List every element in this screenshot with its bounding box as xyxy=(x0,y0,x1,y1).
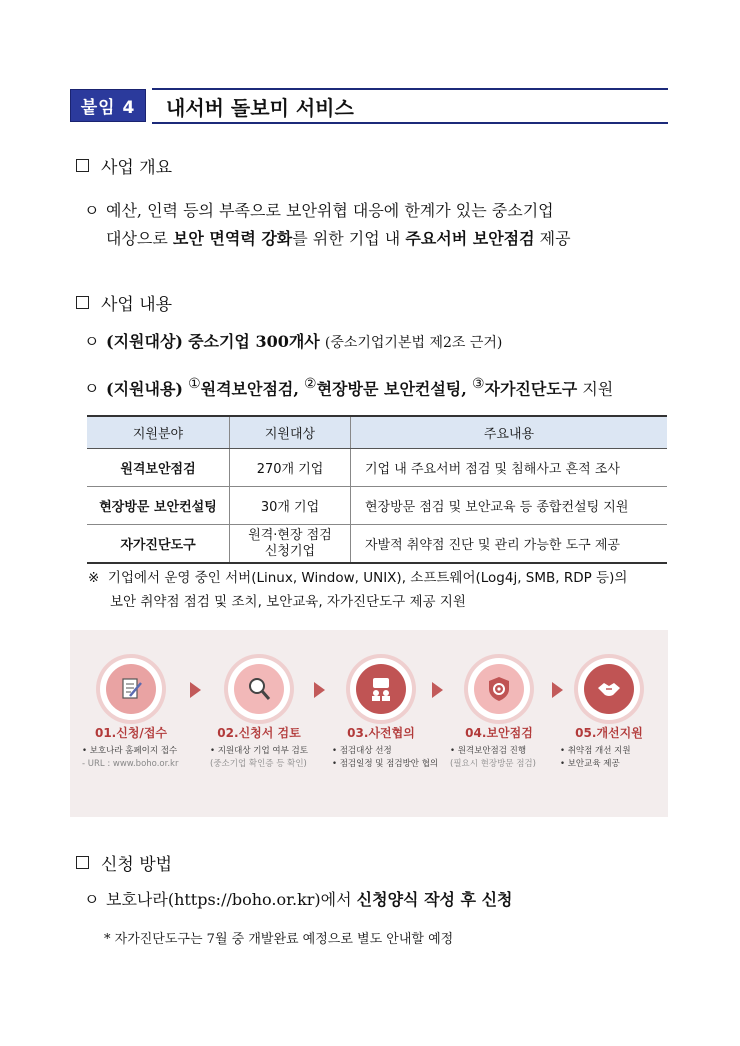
overview-emphasis2: 주요서버 보안점검 xyxy=(405,229,535,248)
step-title: 보안점검 xyxy=(486,726,533,740)
apply-bullet xyxy=(84,886,513,914)
overview-line2-mid: 를 위한 기업 내 xyxy=(292,229,406,248)
section-title: 사업 내용 xyxy=(101,295,173,315)
target-bullet xyxy=(84,328,502,357)
step-number: 04. xyxy=(465,726,487,740)
circle-bullet-icon: ㅇ xyxy=(84,332,100,351)
step-number: 02. xyxy=(217,726,239,740)
step-circle xyxy=(228,658,290,720)
cell-field: 현장방문 보안컨설팅 xyxy=(87,487,230,525)
step-desc2: (중소기업 확인증 등 확인) xyxy=(210,759,307,769)
content-item2: 현장방문 보안컨설팅, xyxy=(316,379,467,399)
section-apply-heading xyxy=(76,850,172,875)
overview-line1: 예산, 인력 등의 부족으로 보안위협 대응에 한계가 있는 중소기업 xyxy=(106,201,554,220)
step-title: 개선지원 xyxy=(596,726,643,740)
header-rule-bottom xyxy=(152,122,668,124)
cell-field: 원격보안점검 xyxy=(87,449,230,487)
note-line1: 기업에서 운영 중인 서버(Linux, Window, UNIX), 소프트웨어(Log4j, SMB, RDP 등)의 xyxy=(107,570,628,586)
table-note xyxy=(88,566,627,614)
section-overview-heading xyxy=(76,153,172,178)
step-number: 01. xyxy=(94,726,117,740)
cell-target: 270개 기업 xyxy=(230,449,351,487)
shield-gear-icon xyxy=(474,664,524,714)
overview-line2-post: 제공 xyxy=(534,229,571,248)
col-header-field: 지원분야 xyxy=(87,416,230,449)
target-note: (중소기업기본법 제2조 근거) xyxy=(324,335,503,351)
step-desc1: • 원격보안점검 진행 xyxy=(450,746,527,756)
step-circle xyxy=(468,658,530,720)
item2-mark: ② xyxy=(304,376,317,392)
overview-bullet xyxy=(84,197,571,253)
apply-emphasis: 신청양식 작성 후 신청 xyxy=(356,890,513,909)
step-desc1: • 점검대상 선정 xyxy=(332,746,392,756)
col-header-content: 주요내용 xyxy=(351,416,668,449)
step-desc2: - URL : www.boho.or.kr xyxy=(82,759,179,769)
cell-target: 30개 기업 xyxy=(230,487,351,525)
content-item1: 원격보안점검, xyxy=(200,379,299,399)
circle-bullet-icon: ㅇ xyxy=(84,201,100,220)
cell-content: 자발적 취약점 진단 및 관리 가능한 도구 제공 xyxy=(351,525,668,564)
overview-emphasis1: 보안 면역력 강화 xyxy=(172,229,293,248)
section-title: 사업 개요 xyxy=(101,158,173,178)
section-title: 신청 방법 xyxy=(101,855,173,875)
step-title: 신청서 검토 xyxy=(238,726,301,740)
item3-mark: ③ xyxy=(471,376,485,392)
section-content-heading xyxy=(76,290,172,315)
cell-field: 자가진단도구 xyxy=(87,525,230,564)
content-bullet xyxy=(84,370,613,403)
circle-bullet-icon: ㅇ xyxy=(84,379,100,399)
appendix-badge: 붙임 4 xyxy=(70,89,146,122)
checkbox-square-icon xyxy=(76,159,89,172)
content-item3: 자가진단도구 xyxy=(484,379,578,399)
handshake-icon xyxy=(584,664,634,714)
step-desc2: • 점검일정 및 점검방안 협의 xyxy=(332,759,439,769)
table-row xyxy=(87,487,667,525)
process-step-review xyxy=(200,658,318,771)
header-rule-top xyxy=(152,88,668,90)
target-value: 중소기업 300개사 xyxy=(188,332,320,351)
step-circle xyxy=(100,658,162,720)
checkbox-square-icon xyxy=(76,296,89,309)
step-title: 사전협의 xyxy=(368,726,415,740)
step-desc1: • 보호나라 홈페이지 접수 xyxy=(82,746,178,756)
process-step-inspect xyxy=(440,658,558,771)
process-banner xyxy=(70,630,668,817)
target-label: (지원대상) xyxy=(106,332,183,351)
table-header-row xyxy=(87,416,667,449)
magnifier-icon xyxy=(234,664,284,714)
table-row xyxy=(87,525,667,564)
process-step-apply xyxy=(72,658,190,771)
apply-footnote: * 자가진단도구는 7월 중 개발완료 예정으로 별도 안내할 예정 xyxy=(104,932,454,947)
step-desc1: • 취약점 개선 지원 xyxy=(560,746,631,756)
content-suffix: 지원 xyxy=(582,379,614,399)
cell-target: 원격·현장 점검 신청기업 xyxy=(230,525,351,564)
table-row xyxy=(87,449,667,487)
circle-bullet-icon: ㅇ xyxy=(84,890,100,909)
apply-text: 보호나라(https://boho.or.kr)에서 xyxy=(106,890,357,909)
document-pen-icon xyxy=(106,664,156,714)
cell-content: 현장방문 점검 및 보안교육 등 종합컨설팅 지원 xyxy=(351,487,668,525)
step-title: 신청/접수 xyxy=(116,726,168,740)
support-table xyxy=(87,415,667,564)
step-circle xyxy=(350,658,412,720)
item1-mark: ① xyxy=(188,376,201,392)
checkbox-square-icon xyxy=(76,856,89,869)
note-mark: ※ xyxy=(88,570,100,586)
step-desc2: (필요시 현장방문 점검) xyxy=(450,759,536,769)
step-desc1: • 지원대상 기업 여부 검토 xyxy=(210,746,308,756)
note-line2: 보안 취약점 점검 및 조치, 보안교육, 자가진단도구 제공 지원 xyxy=(110,594,466,610)
process-step-consult xyxy=(322,658,440,771)
step-number: 03. xyxy=(347,726,369,740)
step-desc2: • 보안교육 제공 xyxy=(560,759,620,769)
col-header-target: 지원대상 xyxy=(230,416,351,449)
cell-content: 기업 내 주요서버 점검 및 침해사고 흔적 조사 xyxy=(351,449,668,487)
content-label: (지원내용) xyxy=(106,379,183,399)
overview-line2-pre: 대상으로 xyxy=(106,229,173,248)
meeting-icon xyxy=(356,664,406,714)
step-circle xyxy=(578,658,640,720)
process-step-improve xyxy=(550,658,668,771)
step-number: 05. xyxy=(575,726,597,740)
page-title: 내서버 돌보미 서비스 xyxy=(166,96,354,120)
